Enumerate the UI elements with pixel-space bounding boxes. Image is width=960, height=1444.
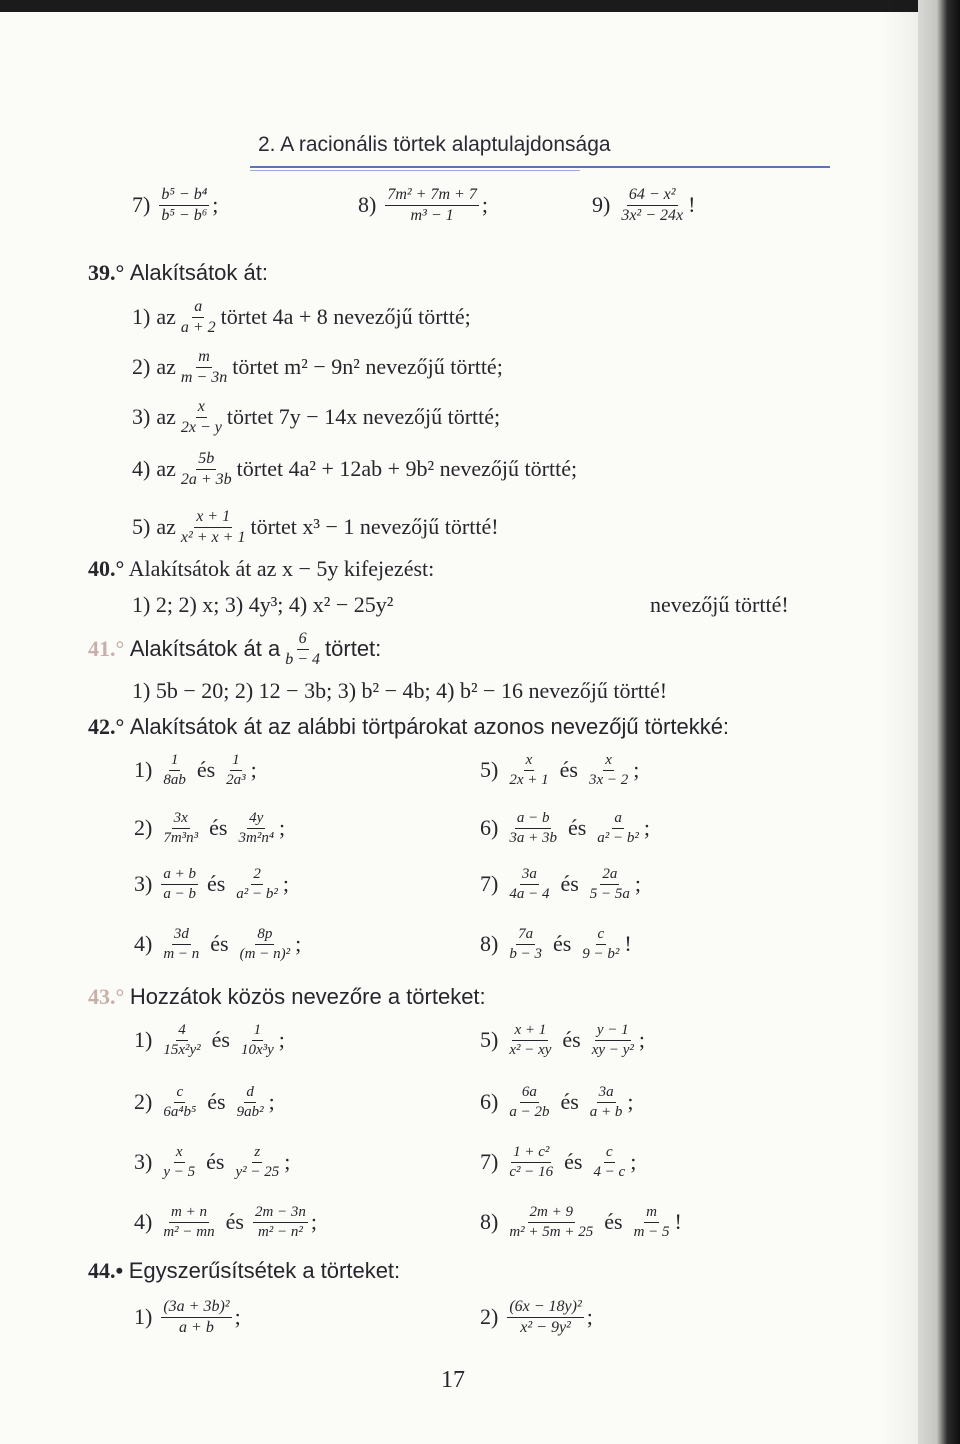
exercise-43-item: 2) c 6a⁴b⁵ és d 9ab² ;	[134, 1084, 275, 1120]
exercise-42-item: 8) 7a b − 3 és c 9 − b² !	[480, 926, 632, 962]
exercise-44-item: 1) (3a + 3b)² a + b ;	[134, 1298, 241, 1336]
page-shadow	[880, 0, 918, 1444]
exercise-42-title: 42.° Alakítsátok át az alábbi törtpárokat azonos nevezőjű törtekké:	[88, 714, 730, 739]
section-header: 2. A racionális törtek alaptulajdonsága	[258, 133, 611, 156]
carryover-item: 8) 7m² + 7m + 7 m³ − 1 ;	[358, 186, 488, 224]
carryover-item: 9) 64 − x² 3x² − 24x !	[592, 186, 696, 224]
exercise-40-line: 1) 2; 2) x; 3) 4y³; 4) x² − 25y²	[132, 592, 394, 617]
exercise-39-item: 2) az m m − 3n törtet m² − 9n² nevezőjű törtté;	[132, 348, 503, 386]
header-rule-thin	[250, 170, 580, 171]
carryover-item: 7) b⁵ − b⁴ b⁵ − b⁶ ;	[132, 186, 219, 224]
exercise-number: 44.•	[88, 1258, 124, 1283]
exercise-42-item: 5) x 2x + 1 és x 3x − 2 ;	[480, 752, 640, 788]
exercise-40-suffix: nevezőjű törtté!	[650, 592, 789, 617]
exercise-number: 41.°	[88, 636, 125, 662]
exercise-43-item: 7) 1 + c² c² − 16 és c 4 − c ;	[480, 1144, 637, 1180]
exercise-39-item: 5) az x + 1 x² + x + 1 törtet x³ − 1 nevezőjű törtté!	[132, 508, 499, 546]
exercise-42-item: 1) 1 8ab és 1 2a³ ;	[134, 752, 257, 788]
exercise-39-item: 4) az 5b 2a + 3b törtet 4a² + 12ab + 9b² nevezőjű törtté;	[132, 450, 578, 488]
exercise-43-item: 1) 4 15x²y² és 1 10x³y ;	[134, 1022, 285, 1058]
exercise-number: 39.°	[88, 260, 125, 285]
exercise-39-item: 3) az x 2x − y törtet 7y − 14x nevezőjű törtté;	[132, 398, 501, 436]
exercise-42-item: 4) 3d m − n és 8p (m − n)² ;	[134, 926, 302, 962]
exercise-42-item: 7) 3a 4a − 4 és 2a 5 − 5a ;	[480, 866, 642, 902]
exercise-44-item: 2) (6x − 18y)² x² − 9y² ;	[480, 1298, 593, 1336]
exercise-43-item: 5) x + 1 x² − xy és y − 1 xy − y² ;	[480, 1022, 645, 1058]
exercise-41-line: 1) 5b − 20; 2) 12 − 3b; 3) b² − 4b; 4) b² − 16 nevezőjű törtté!	[132, 678, 668, 703]
exercise-44-title: 44.• Egyszerűsítsétek a törteket:	[88, 1258, 401, 1283]
exercise-number: 42.°	[88, 714, 125, 739]
exercise-39-item: 1) az a a + 2 törtet 4a + 8 nevezőjű törtté;	[132, 298, 471, 336]
exercise-43-item: 3) x y − 5 és z y² − 25 ;	[134, 1144, 291, 1180]
exercise-42-item: 2) 3x 7m³n³ és 4y 3m²n⁴ ;	[134, 810, 286, 846]
scan-top-edge	[0, 0, 960, 12]
exercise-number: 40.°	[88, 556, 125, 581]
exercise-42-item: 6) a − b 3a + 3b és a a² − b² ;	[480, 810, 651, 846]
exercise-42-item: 3) a + b a − b és 2 a² − b² ;	[134, 866, 290, 902]
book-spine-edge	[918, 0, 960, 1444]
exercise-43-title: 43.° Hozzátok közös nevezőre a törteket:	[88, 984, 486, 1009]
exercise-43-item: 4) m + n m² − mn és 2m − 3n m² − n² ;	[134, 1204, 318, 1240]
exercise-number: 43.°	[88, 984, 125, 1009]
exercise-41-title: 41.° Alakítsátok át a 6 b − 4 törtet:	[88, 630, 382, 668]
exercise-43-item: 6) 6a a − 2b és 3a a + b ;	[480, 1084, 634, 1120]
header-rule	[250, 166, 830, 168]
exercise-43-item: 8) 2m + 9 m² + 5m + 25 és m m − 5 !	[480, 1204, 682, 1240]
exercise-40-title: 40.° Alakítsátok át az x − 5y kifejezést:	[88, 556, 435, 581]
exercise-39-title: 39.° Alakítsátok át:	[88, 260, 268, 285]
page-number: 17	[441, 1367, 465, 1393]
